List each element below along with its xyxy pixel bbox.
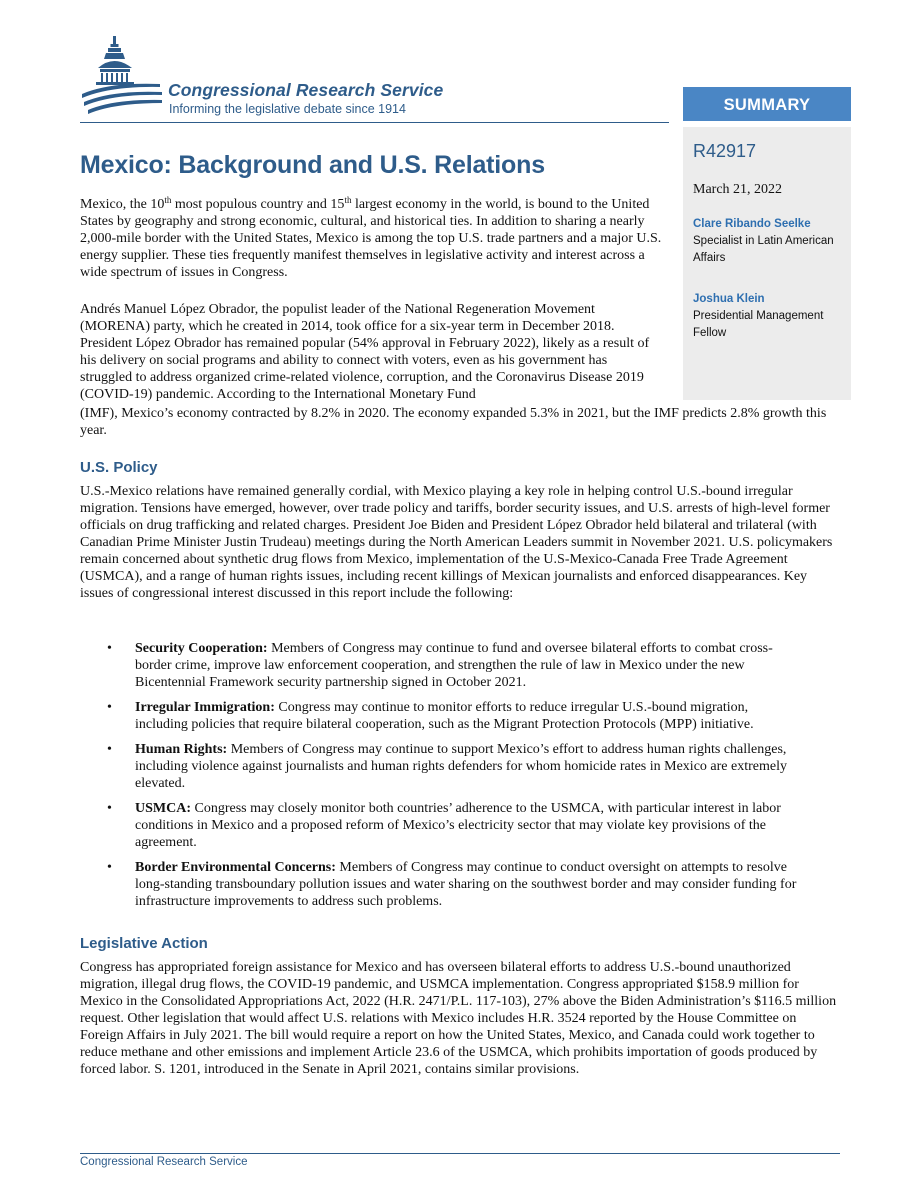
page-title: Mexico: Background and U.S. Relations <box>80 151 545 179</box>
report-date: March 21, 2022 <box>693 182 783 197</box>
crs-logo <box>80 32 680 124</box>
list-item <box>80 800 800 851</box>
bullet-term: Security Cooperation: <box>135 641 268 656</box>
list-item <box>80 699 800 733</box>
footer-org-name: Congressional Research Service <box>80 1156 248 1168</box>
author-title: Specialist in Latin American Affairs <box>693 235 834 264</box>
summary-info-box <box>683 127 851 400</box>
intro-paragraph-2-continued: (IMF), Mexico’s economy contracted by 8.2% in 2020. The economy expanded 5.3% in 2021, but the IMF predicts 2.8% growth this year. <box>80 406 827 438</box>
summary-sidebar <box>683 87 851 400</box>
intro-paragraph-2: Andrés Manuel López Obrador, the populist leader of the National Regeneration Movement (MORENA) party, which he created in 2014, took office for a six-year term in December 2018. President López Obrador has remained popular (54% approval in February 2022), likely as a result of his delivery on social programs and ability to connect with voters, even as his government has struggled to address organized crime-related violence, corruption, and the Coronavirus Disease 2019 (COVID-19) pandemic. According to the International Monetary Fund <box>80 302 650 402</box>
intro-paragraph-1: Mexico, the 10th most populous country and 15th largest economy in the world, is bound to the United States by geography and strong economic, cultural, and historical ties. In addition to sharing a nearly 2,000-mile border with the United States, Mexico is among the top U.S. trade partners and a major U.S. energy supplier. These ties frequently manifest themselves in legislative activity and interest across a wide spectrum of issues in Congress. <box>80 195 662 280</box>
org-tagline: Informing the legislative debate since 1914 <box>169 102 406 116</box>
list-item <box>80 741 800 792</box>
list-item <box>80 640 800 691</box>
bullet-term: Irregular Immigration: <box>135 700 275 715</box>
bullet-icon: • <box>107 860 112 875</box>
bullet-text: Members of Congress may continue to support Mexico’s effort to address human rights challenges, including violence against journalists and human rights defenders for whom homicide rates in Mexico are extremely elevated. <box>135 742 787 791</box>
author-block <box>693 216 848 267</box>
section-heading-legislative-action: Legislative Action <box>80 935 208 952</box>
section-heading-us-policy: U.S. Policy <box>80 459 158 476</box>
bullet-icon: • <box>107 641 112 656</box>
author-name[interactable]: Joshua Klein <box>693 293 765 305</box>
report-number: R42917 <box>693 141 757 161</box>
footer-divider <box>80 1153 840 1154</box>
bullet-term: Human Rights: <box>135 742 228 757</box>
bullet-icon: • <box>107 742 112 757</box>
bullet-term: USMCA: <box>135 801 191 816</box>
summary-heading: SUMMARY <box>683 87 851 121</box>
bullet-icon: • <box>107 700 112 715</box>
bullet-text: Congress may closely monitor both countries’ adherence to the USMCA, with particular interest in labor conditions in Mexico and a proposed reform of Mexico’s electricity sector that may violate key provisions of the agreement. <box>135 801 781 850</box>
header-divider <box>80 122 669 123</box>
us-policy-body: U.S.-Mexico relations have remained generally cordial, with Mexico playing a key role in helping control U.S.-bound irregular migration. Tensions have emerged, however, over trade policy and tariffs, border security issues, and U.S. arrests of high-level former officials on drug trafficking and related charges. President Joe Biden and President López Obrador held bilateral and trilateral (with Canadian Prime Minister Justin Trudeau) meetings during the North American Leaders summit in November 2021. U.S. policymakers remain concerned about synthetic drug flows from Mexico, implementation of the U.S-Mexico-Canada Free Trade Agreement (USMCA), and a range of human rights issues, including recent killings of Mexican journalists and enforced disappearances. Key issues of congressional interest discussed in this report include the following: <box>80 484 833 601</box>
bullet-term: Border Environmental Concerns: <box>135 860 336 875</box>
capitol-dome-icon <box>80 32 164 124</box>
bullet-text: Members of Congress may continue to fund and oversee bilateral efforts to combat cross-border crime, improve law enforcement cooperation, and strengthen the rule of law in Mexico under the new Bicentennial Framework security partnership signed in October 2021. <box>135 641 773 690</box>
bullet-text: Congress may continue to monitor efforts to reduce irregular U.S.-bound migration, including policies that require bilateral cooperation, such as the Migrant Protection Protocols (MPP) initiative. <box>135 700 754 732</box>
author-block <box>693 291 853 342</box>
list-item <box>80 859 800 910</box>
key-issues-list <box>80 640 800 918</box>
bullet-text: Members of Congress may continue to conduct oversight on attempts to resolve long-standing transboundary pollution issues and water sharing on the southwest border and may consider funding for infrastructure improvements to address such problems. <box>135 860 797 909</box>
org-name: Congressional Research Service <box>168 80 444 100</box>
legislative-body: Congress has appropriated foreign assistance for Mexico and has overseen bilateral efforts to address U.S.-bound unauthorized migration, illegal drug flows, the COVID-19 pandemic, and USMCA implementation. Congress appropriated $158.9 million for Mexico in the Consolidated Appropriations Act, 2022 (H.R. 2471/P.L. 117-103), 27% above the Biden Administration’s $116.5 million request. Other legislation that would affect U.S. relations with Mexico includes H.R. 3524 reported by the House Committee on Foreign Affairs in July 2021. The bill would require a report on how the United States, Mexico, and Canada could work together to reduce methane and other emissions and implement Article 23.6 of the USMCA, which prohibits importation of goods produced by forced labor. S. 1201, introduced in the Senate in April 2021, contains similar provisions. <box>80 960 837 1077</box>
bullet-icon: • <box>107 801 112 816</box>
author-name[interactable]: Clare Ribando Seelke <box>693 218 811 230</box>
author-title: Presidential Management Fellow <box>693 310 824 339</box>
